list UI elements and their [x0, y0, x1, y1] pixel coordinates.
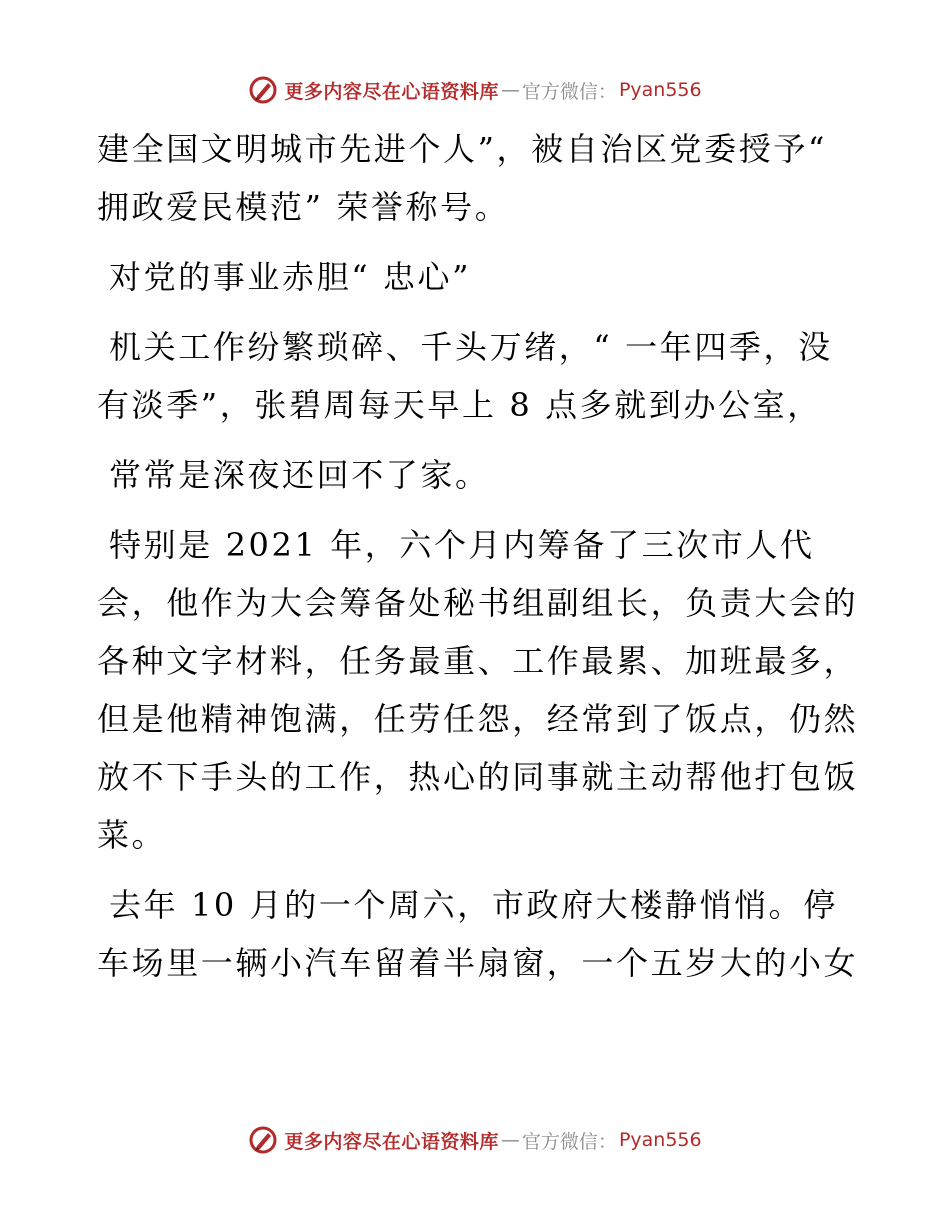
text-line: 拥政爱民模范” 荣誉称号。: [97, 188, 510, 226]
watermark-text: 更多内容尽在心语资料库: [284, 80, 499, 103]
text-line: 建全国文明城市先进个人”，被自治区党委授予“: [97, 130, 827, 168]
watermark-text: 更多内容尽在心语资料库: [284, 1130, 499, 1153]
pen-logo-icon: [248, 75, 278, 105]
section-heading: 对党的事业赤胆“ 忠心”: [109, 258, 472, 296]
paragraph-3: [97, 318, 857, 434]
text-line: 会，他作为大会筹备处秘书组副组长，负责大会的: [97, 584, 859, 622]
watermark-id: Pyan556: [618, 1129, 702, 1151]
paragraph-6: [97, 876, 857, 992]
header-watermark: [0, 70, 950, 110]
text-line: 去年 10 月的一个周六，市政府大楼静悄悄。停: [109, 886, 838, 924]
paragraph-1: [97, 120, 857, 236]
text-line: 有淡季”，张碧周每天早上 8 点多就到办公室，: [97, 386, 822, 424]
text-line: 机关工作纷繁琐碎、千头万绪，“ 一年四季，没: [109, 328, 833, 366]
text-line: 放不下手头的工作，热心的同事就主动帮他打包饭: [97, 758, 859, 796]
text-line: 常常是深夜还回不了家。: [109, 456, 490, 494]
pen-logo-icon: [248, 1125, 278, 1155]
document-body: [97, 120, 857, 1004]
text-line: 但是他精神饱满，任劳任怨，经常到了饭点，仍然: [97, 700, 859, 738]
paragraph-2: [97, 248, 857, 306]
paragraph-4: [97, 446, 857, 504]
text-line: 各种文字材料，任务最重、工作最累、加班最多，: [97, 642, 859, 680]
text-line: 特别是 2021 年，六个月内筹备了三次市人代: [109, 526, 815, 564]
text-line: 菜。: [97, 816, 167, 854]
watermark-id: Pyan556: [618, 79, 702, 101]
paragraph-5: [97, 516, 857, 864]
watermark-label: 官方微信：: [521, 80, 617, 103]
text-line: 车场里一辆小汽车留着半扇窗，一个五岁大的小女: [97, 944, 859, 982]
watermark-label: 官方微信：: [521, 1130, 617, 1153]
watermark-dash: —: [500, 1129, 520, 1151]
footer-watermark: [0, 1120, 950, 1160]
watermark-dash: —: [500, 79, 520, 101]
